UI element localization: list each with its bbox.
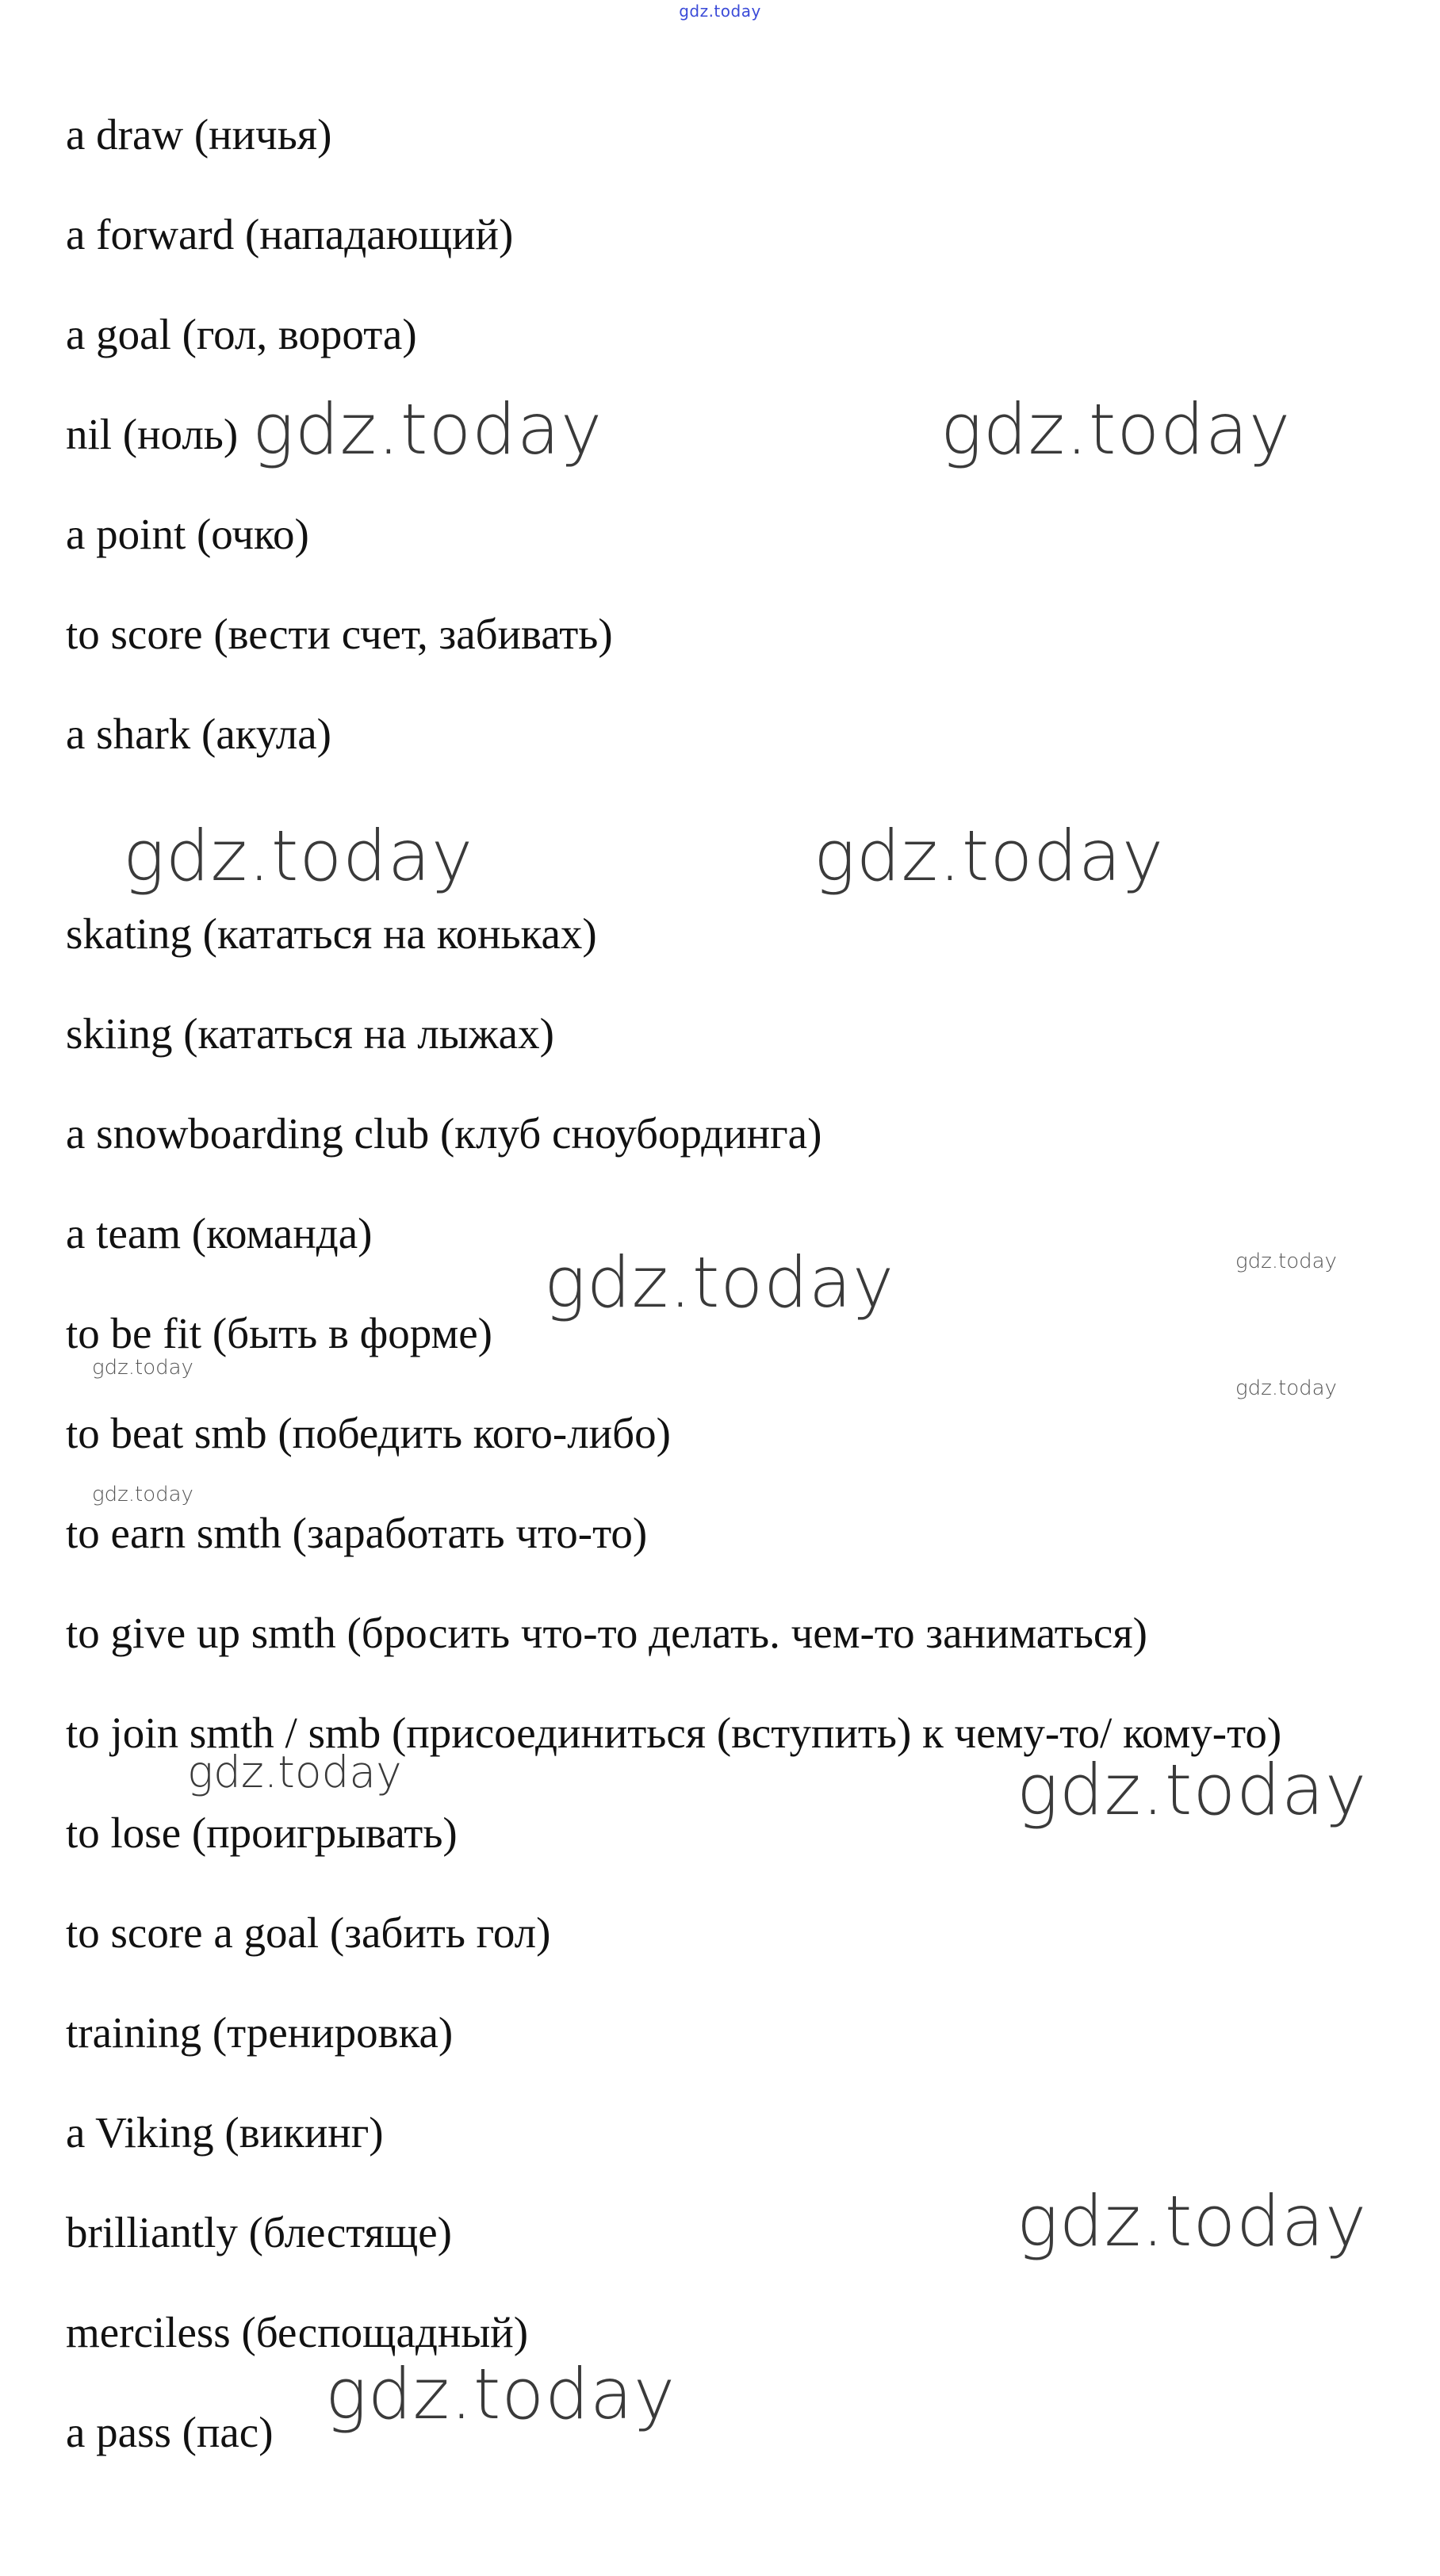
watermark: gdz.today — [1235, 1376, 1337, 1400]
watermark: gdz.today — [814, 815, 1165, 897]
vocab-entry: a draw (ничья) — [66, 110, 332, 159]
vocab-entry: to give up smth (бросить что-то делать. чем-то заниматься) — [66, 1609, 1147, 1657]
vocab-entry: to join smth / smb (присоединиться (вступить) к чему-то/ кому-то) — [66, 1709, 1282, 1757]
vocab-entry: training (тренировка) — [66, 2008, 454, 2057]
vocab-entry: a pass (пас) — [66, 2408, 274, 2456]
watermark: gdz.today — [123, 815, 474, 897]
vocab-entry: a Viking (викинг) — [66, 2108, 384, 2157]
vocab-entry: a point (очко) — [66, 510, 309, 558]
vocab-entry: a forward (нападающий) — [66, 210, 514, 258]
watermark: gdz.today — [940, 389, 1292, 470]
watermark: gdz.today — [252, 389, 603, 470]
vocab-entry: a snowboarding club (клуб сноубординга) — [66, 1109, 822, 1158]
watermark: gdz.today — [1235, 1250, 1337, 1273]
watermark: gdz.today — [1017, 2180, 1368, 2262]
vocab-entry: skating (кататься на коньках) — [66, 909, 597, 958]
vocab-entry: a shark (акула) — [66, 710, 331, 758]
vocab-entry: to be fit (быть в форме) — [66, 1309, 492, 1357]
vocab-entry: a goal (гол, ворота) — [66, 310, 417, 358]
vocab-entry: to score a goal (забить гол) — [66, 1908, 551, 1957]
watermark: gdz.today — [1017, 1749, 1368, 1831]
watermark: gdz.today — [325, 2353, 676, 2435]
watermark: gdz.today — [544, 1242, 895, 1323]
watermark: gdz.today — [92, 1483, 193, 1506]
watermark: gdz.today — [92, 1356, 193, 1380]
vocab-entry: to earn smth (заработать что-то) — [66, 1509, 648, 1557]
vocab-entry: merciless (беспощадный) — [66, 2308, 529, 2356]
vocab-entry: a team (команда) — [66, 1209, 373, 1257]
vocab-entry: to score (вести счет, забивать) — [66, 610, 613, 658]
vocab-entry: to beat smb (победить кого-либо) — [66, 1409, 671, 1457]
watermark: gdz.today — [187, 1747, 402, 1797]
vocab-entry: nil (ноль) — [66, 410, 239, 458]
source-watermark-top: gdz.today — [679, 2, 761, 21]
vocab-entry: skiing (кататься на лыжах) — [66, 1009, 554, 1058]
vocab-entry: brilliantly (блестяще) — [66, 2208, 452, 2256]
vocab-entry: to lose (проигрывать) — [66, 1809, 458, 1857]
